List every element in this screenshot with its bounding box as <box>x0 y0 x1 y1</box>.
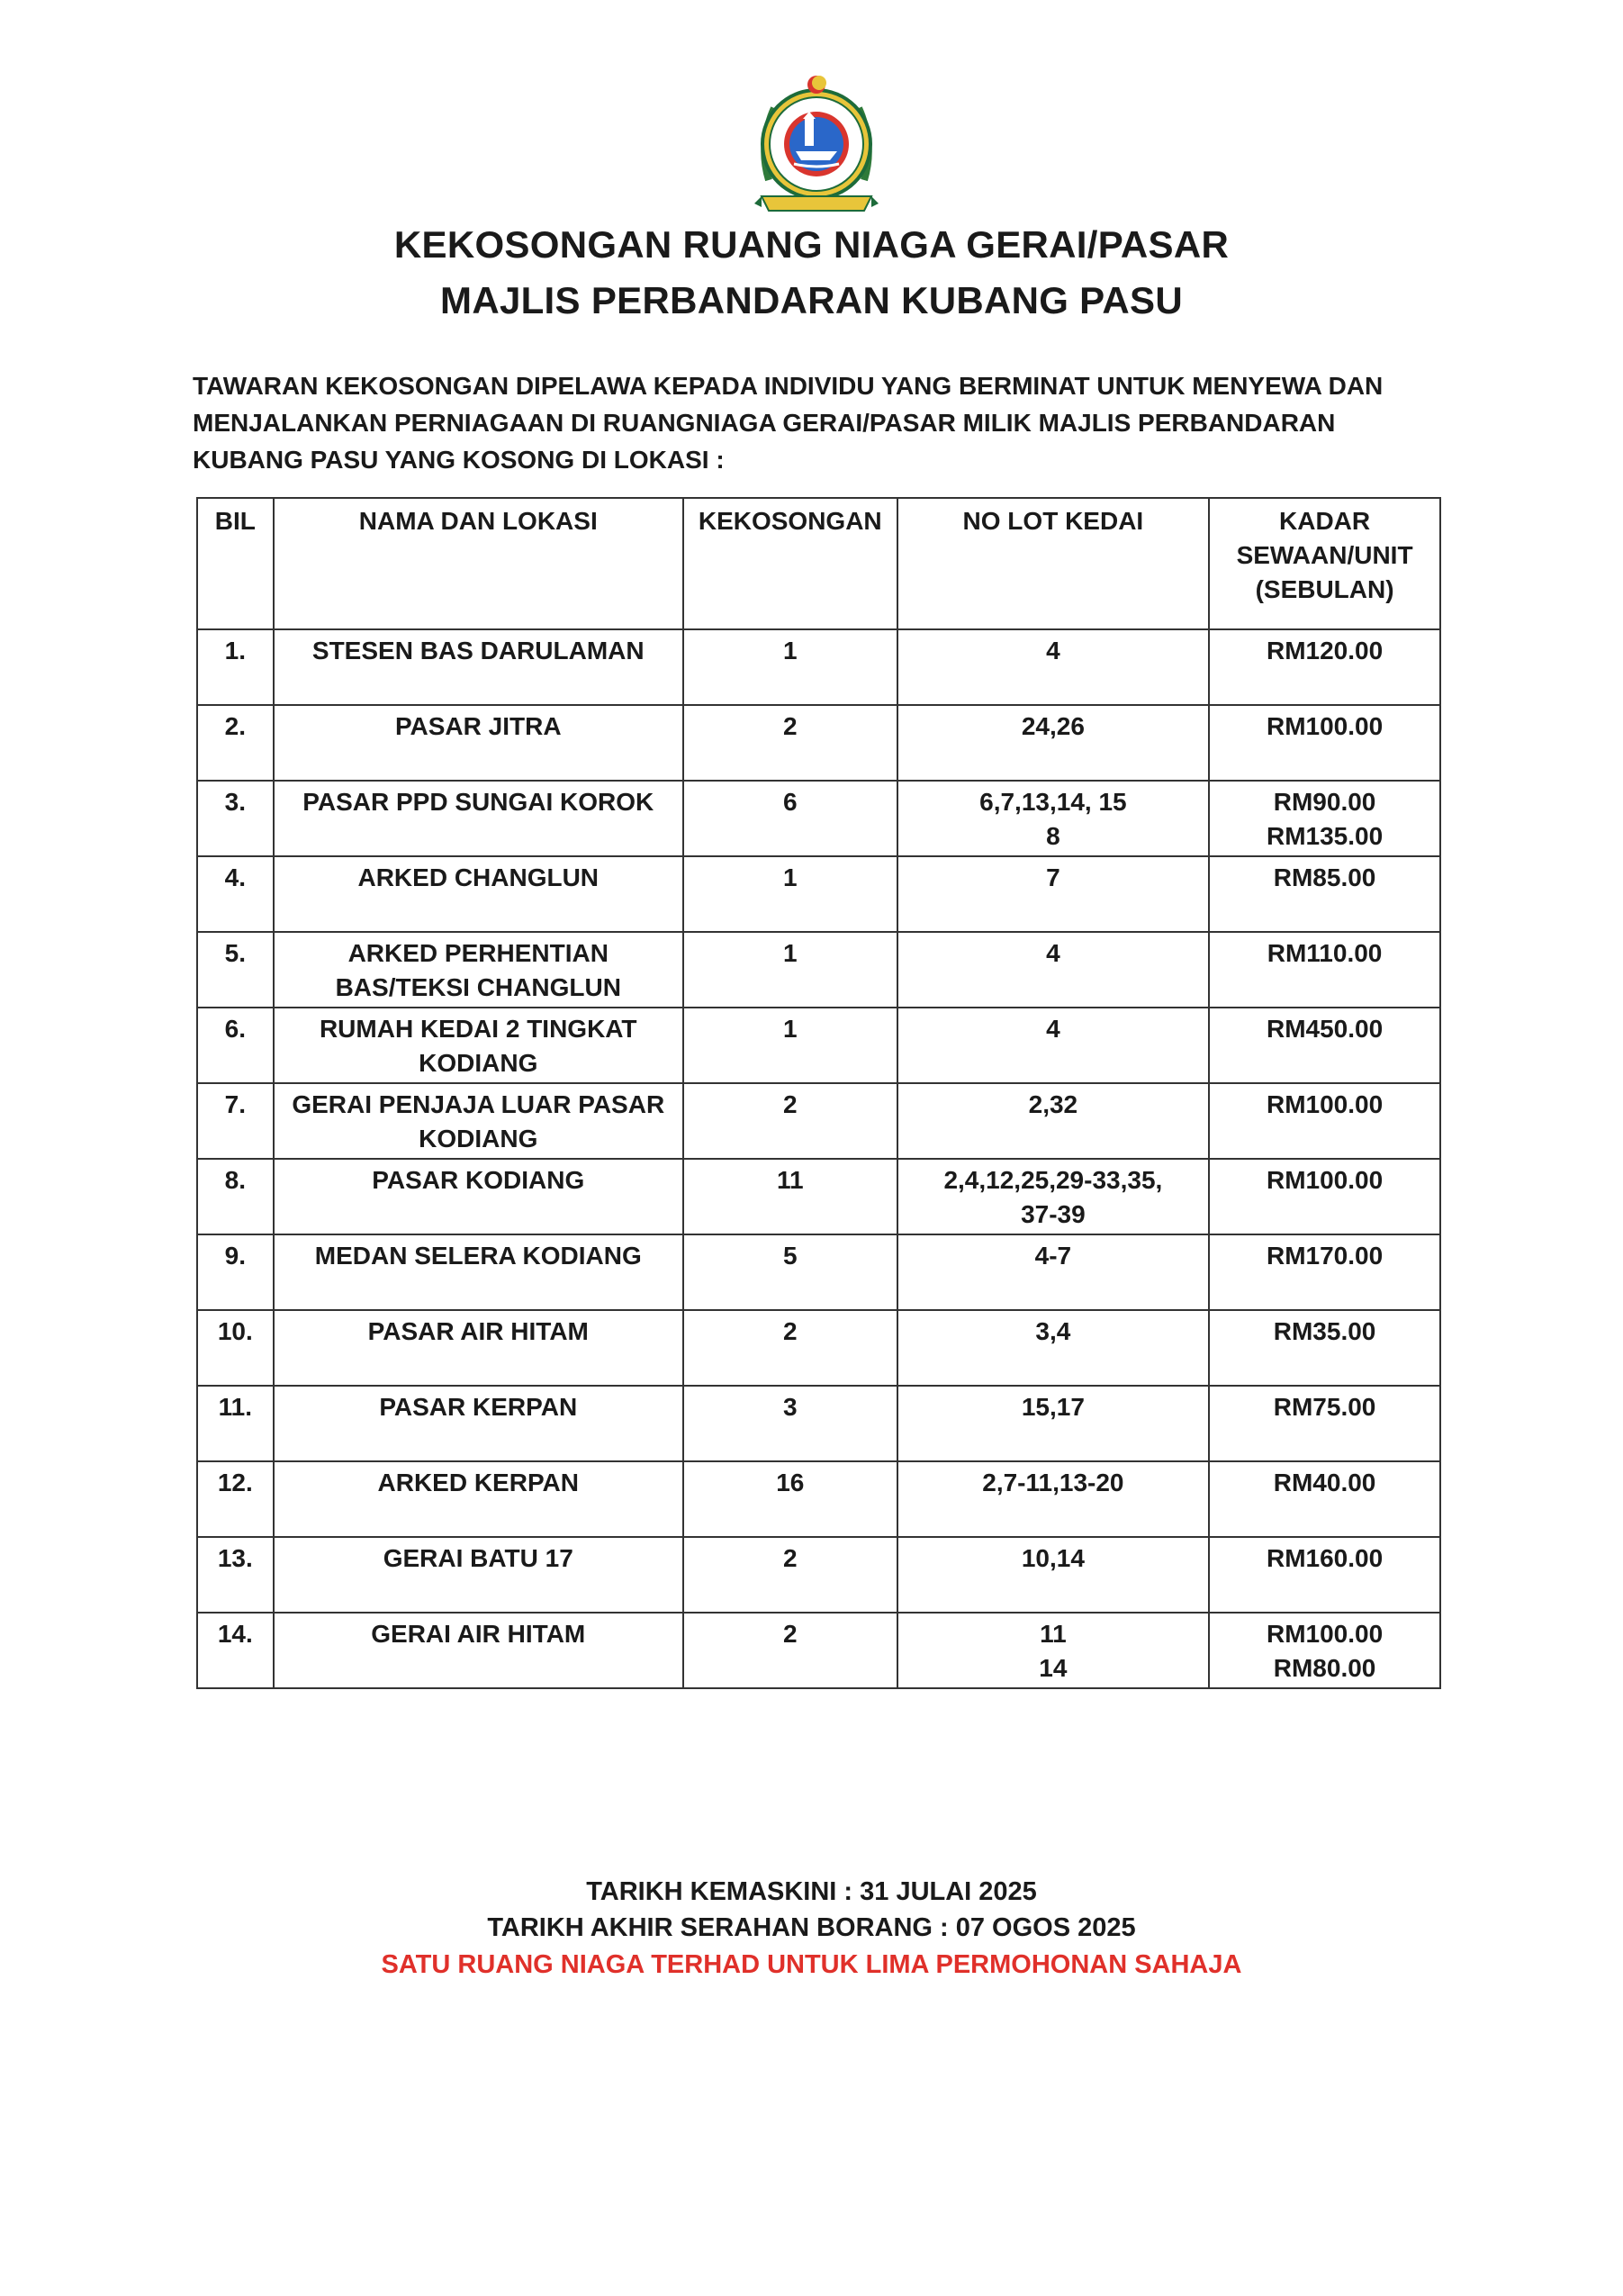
cell-kadar-line: RM160.00 <box>1266 1544 1384 1572</box>
cell-kekosongan: 11 <box>683 1159 897 1234</box>
cell-bil: 14. <box>197 1613 274 1688</box>
cell-kadar-line: RM100.00 <box>1266 1090 1384 1118</box>
table-row <box>197 856 1440 932</box>
cell-lot-line: 37-39 <box>1021 1200 1086 1228</box>
cell-lot <box>897 781 1210 856</box>
cell-lot-line: 4-7 <box>1034 1242 1072 1270</box>
cell-kadar-line: RM90.00 <box>1273 788 1376 816</box>
cell-bil: 4. <box>197 856 274 932</box>
cell-lot <box>897 1461 1210 1537</box>
cell-nama-line: PASAR AIR HITAM <box>367 1317 589 1345</box>
cell-kekosongan: 2 <box>683 1083 897 1159</box>
cell-kekosongan: 3 <box>683 1386 897 1461</box>
cell-lot-line: 8 <box>1046 822 1060 850</box>
cell-nama <box>274 1310 683 1386</box>
cell-bil: 9. <box>197 1234 274 1310</box>
table-row <box>197 1461 1440 1537</box>
table-header-row <box>197 498 1440 629</box>
cell-nama-line: GERAI PENJAJA LUAR PASAR <box>292 1090 665 1118</box>
cell-lot <box>897 1083 1210 1159</box>
cell-lot-line: 4 <box>1046 939 1060 967</box>
cell-nama-line: PASAR JITRA <box>394 712 562 740</box>
cell-nama-line: RUMAH KEDAI 2 TINGKAT <box>319 1015 637 1043</box>
cell-kekosongan: 1 <box>683 932 897 1008</box>
cell-lot-line: 14 <box>1039 1654 1068 1682</box>
cell-kadar <box>1209 856 1440 932</box>
cell-kadar <box>1209 932 1440 1008</box>
table-row <box>197 629 1440 705</box>
header-kadar <box>1209 498 1440 629</box>
page-subtitle: MAJLIS PERBANDARAN KUBANG PASU <box>440 279 1183 321</box>
table-row <box>197 1159 1440 1234</box>
cell-nama <box>274 1234 683 1310</box>
application-notice: SATU RUANG NIAGA TERHAD UNTUK LIMA PERMOHONAN SAHAJA <box>381 1950 1242 1979</box>
cell-nama-line: ARKED PERHENTIAN <box>347 939 609 967</box>
cell-lot-line: 3,4 <box>1035 1317 1071 1345</box>
cell-kadar-line: RM120.00 <box>1266 637 1384 664</box>
cell-nama <box>274 1537 683 1613</box>
cell-lot <box>897 1613 1210 1688</box>
table-row <box>197 932 1440 1008</box>
cell-lot-line: 7 <box>1046 863 1060 891</box>
cell-kekosongan: 1 <box>683 856 897 932</box>
table-row <box>197 705 1440 781</box>
cell-nama-line: BAS/TEKSI CHANGLUN <box>335 973 621 1001</box>
cell-lot <box>897 1159 1210 1234</box>
updated-date: TARIKH KEMASKINI : 31 JULAI 2025 <box>586 1877 1037 1906</box>
cell-bil: 13. <box>197 1537 274 1613</box>
cell-lot-line: 15,17 <box>1021 1393 1085 1421</box>
cell-kadar-line: RM450.00 <box>1266 1015 1384 1043</box>
cell-nama <box>274 1613 683 1688</box>
cell-lot-line: 2,4,12,25,29-33,35, <box>943 1166 1163 1194</box>
cell-nama-line: ARKED CHANGLUN <box>357 863 600 891</box>
cell-kadar-line: RM35.00 <box>1273 1317 1376 1345</box>
cell-nama <box>274 856 683 932</box>
cell-kekosongan: 1 <box>683 1008 897 1083</box>
table-row <box>197 781 1440 856</box>
cell-kekosongan: 1 <box>683 629 897 705</box>
crest-icon <box>749 72 884 225</box>
cell-kadar-line: RM100.00 <box>1266 1620 1384 1648</box>
cell-nama-line: STESEN BAS DARULAMAN <box>311 637 645 664</box>
cell-nama <box>274 705 683 781</box>
cell-kadar <box>1209 781 1440 856</box>
cell-nama <box>274 932 683 1008</box>
cell-kadar <box>1209 1613 1440 1688</box>
header-kekosongan: KEKOSONGAN <box>683 498 897 629</box>
cell-lot <box>897 1537 1210 1613</box>
cell-kadar-line: RM110.00 <box>1267 939 1383 967</box>
cell-nama-line: PASAR KODIANG <box>372 1166 585 1194</box>
table-body <box>197 629 1440 1688</box>
header-kadar-line: SEWAAN/UNIT <box>1236 541 1413 569</box>
header-kadar-line: (SEBULAN) <box>1255 575 1394 603</box>
cell-bil: 3. <box>197 781 274 856</box>
vacancy-table <box>196 497 1441 1689</box>
table-row <box>197 1386 1440 1461</box>
cell-kekosongan: 2 <box>683 705 897 781</box>
cell-nama <box>274 1386 683 1461</box>
table-row <box>197 1008 1440 1083</box>
cell-lot-line: 2,7-11,13-20 <box>982 1469 1124 1496</box>
table-row <box>197 1234 1440 1310</box>
cell-bil: 10. <box>197 1310 274 1386</box>
cell-lot <box>897 1310 1210 1386</box>
cell-nama <box>274 1008 683 1083</box>
cell-kadar <box>1209 1386 1440 1461</box>
cell-nama-line: KODIANG <box>419 1049 538 1077</box>
cell-kadar <box>1209 1159 1440 1234</box>
cell-lot-line: 10,14 <box>1021 1544 1085 1572</box>
cell-nama <box>274 1159 683 1234</box>
cell-kadar <box>1209 1008 1440 1083</box>
cell-lot <box>897 629 1210 705</box>
cell-bil: 8. <box>197 1159 274 1234</box>
cell-nama <box>274 1461 683 1537</box>
cell-bil: 1. <box>197 629 274 705</box>
intro-line: TAWARAN KEKOSONGAN DIPELAWA KEPADA INDIVIDU YANG BERMINAT UNTUK MENYEWA DAN <box>193 372 1384 400</box>
cell-kadar-line: RM80.00 <box>1273 1654 1376 1682</box>
page-title: KEKOSONGAN RUANG NIAGA GERAI/PASAR <box>393 223 1230 266</box>
cell-kekosongan: 5 <box>683 1234 897 1310</box>
header-nama: NAMA DAN LOKASI <box>274 498 683 629</box>
cell-nama-line: MEDAN SELERA KODIANG <box>314 1242 642 1270</box>
cell-kadar <box>1209 1310 1440 1386</box>
cell-kadar <box>1209 1234 1440 1310</box>
cell-nama-line: GERAI AIR HITAM <box>371 1620 586 1648</box>
cell-lot-line: 4 <box>1046 1015 1060 1043</box>
cell-kadar-line: RM40.00 <box>1273 1469 1376 1496</box>
cell-nama <box>274 629 683 705</box>
cell-kadar-line: RM100.00 <box>1266 712 1384 740</box>
cell-lot <box>897 1008 1210 1083</box>
cell-kekosongan: 6 <box>683 781 897 856</box>
intro-line: KUBANG PASU YANG KOSONG DI LOKASI : <box>193 446 725 474</box>
cell-bil: 5. <box>197 932 274 1008</box>
cell-lot <box>897 856 1210 932</box>
cell-nama-line: ARKED KERPAN <box>377 1469 579 1496</box>
header-kadar-line: KADAR <box>1279 507 1371 535</box>
cell-lot-line: 4 <box>1046 637 1060 664</box>
cell-lot <box>897 1386 1210 1461</box>
cell-nama-line: KODIANG <box>419 1125 538 1153</box>
cell-nama <box>274 781 683 856</box>
intro-line: MENJALANKAN PERNIAGAAN DI RUANGNIAGA GERAI/PASAR MILIK MAJLIS PERBANDARAN <box>193 409 1336 437</box>
table-row <box>197 1537 1440 1613</box>
cell-lot <box>897 705 1210 781</box>
mpkp-crest-logo <box>749 72 884 225</box>
cell-bil: 2. <box>197 705 274 781</box>
cell-kadar <box>1209 629 1440 705</box>
table-row <box>197 1083 1440 1159</box>
cell-lot <box>897 1234 1210 1310</box>
header-lot: NO LOT KEDAI <box>897 498 1210 629</box>
cell-nama <box>274 1083 683 1159</box>
cell-bil: 7. <box>197 1083 274 1159</box>
cell-kekosongan: 2 <box>683 1310 897 1386</box>
cell-nama-line: PASAR KERPAN <box>379 1393 578 1421</box>
cell-lot-line: 24,26 <box>1021 712 1085 740</box>
cell-kadar-line: RM135.00 <box>1266 822 1384 850</box>
header-bil: BIL <box>197 498 274 629</box>
cell-nama-line: GERAI BATU 17 <box>383 1544 573 1572</box>
cell-kekosongan: 2 <box>683 1537 897 1613</box>
cell-kadar-line: RM170.00 <box>1266 1242 1384 1270</box>
cell-bil: 6. <box>197 1008 274 1083</box>
cell-lot-line: 6,7,13,14, 15 <box>979 788 1127 816</box>
cell-bil: 11. <box>197 1386 274 1461</box>
table-row <box>197 1310 1440 1386</box>
submission-deadline: TARIKH AKHIR SERAHAN BORANG : 07 OGOS 2025 <box>487 1913 1136 1942</box>
cell-kadar-line: RM85.00 <box>1273 863 1376 891</box>
cell-lot <box>897 932 1210 1008</box>
cell-nama-line: PASAR PPD SUNGAI KOROK <box>302 788 654 816</box>
cell-kadar <box>1209 1083 1440 1159</box>
cell-kadar-line: RM75.00 <box>1273 1393 1376 1421</box>
cell-kadar-line: RM100.00 <box>1266 1166 1384 1194</box>
cell-bil: 12. <box>197 1461 274 1537</box>
cell-lot-line: 11 <box>1040 1620 1067 1648</box>
cell-lot-line: 2,32 <box>1028 1090 1078 1118</box>
intro-paragraph <box>193 367 1453 478</box>
cell-kekosongan: 16 <box>683 1461 897 1537</box>
cell-kadar <box>1209 1537 1440 1613</box>
table-row <box>197 1613 1440 1688</box>
cell-kadar <box>1209 705 1440 781</box>
cell-kadar <box>1209 1461 1440 1537</box>
cell-kekosongan: 2 <box>683 1613 897 1688</box>
